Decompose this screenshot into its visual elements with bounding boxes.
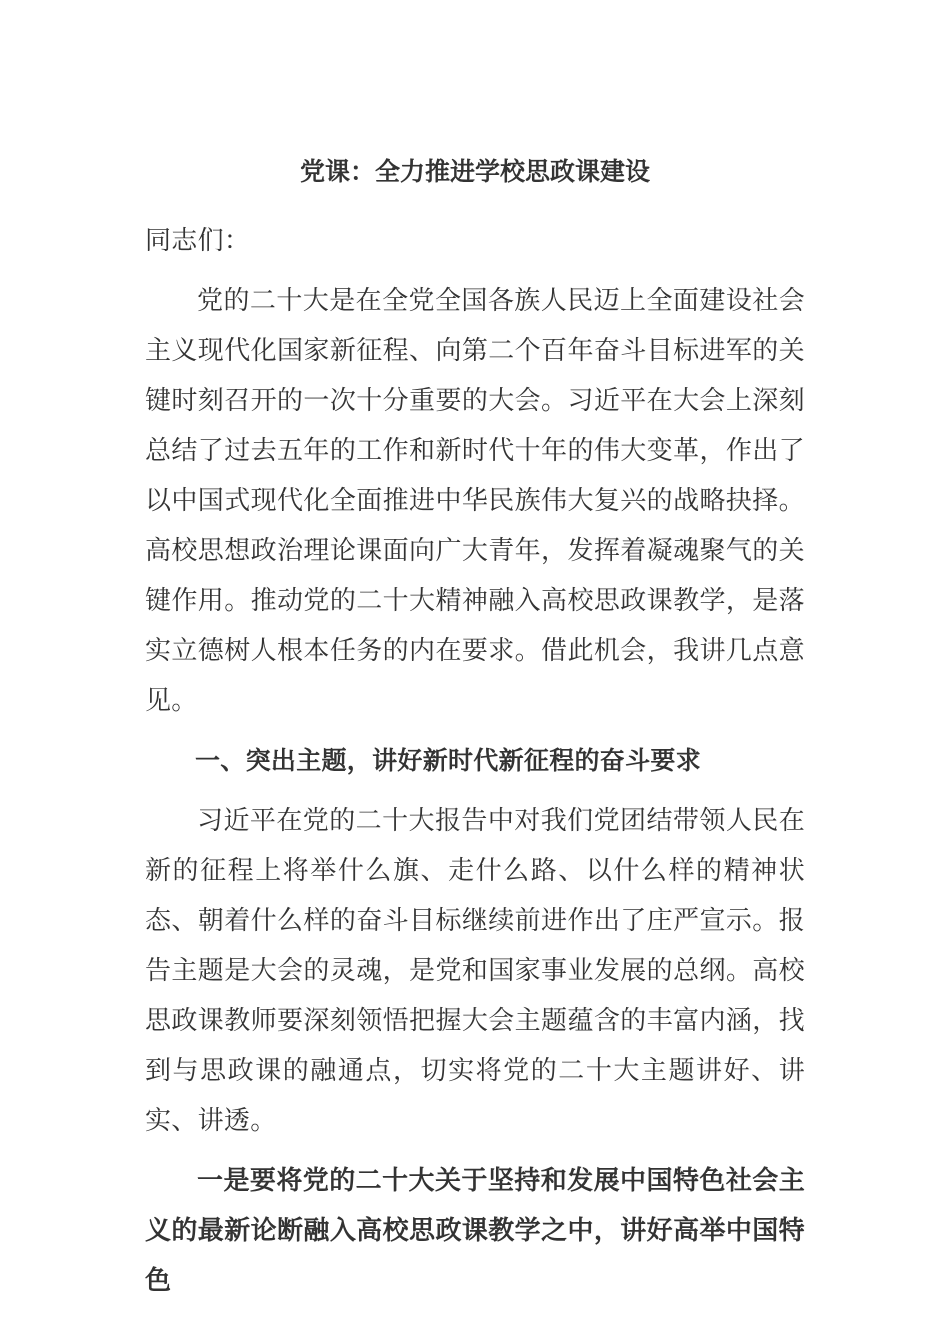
salutation: 同志们： — [145, 226, 251, 256]
section-heading-1: 一、突出主题，讲好新时代新征程的奋斗要求 — [195, 746, 702, 775]
paragraph-point-1: 一是要将党的二十大关于坚持和发展中国特色社会主义的最新论断融入高校思政课教学之中，讲好高举中国特色 — [145, 1166, 805, 1296]
paragraph-intro: 党的二十大是在全党全国各族人民迈上全面建设社会主义现代化国家新征程、向第二个百年奋斗目标进军的关键时刻召开的一次十分重要的大会。习近平在大会上深刻总结了过去五年的工作和新时代十年的伟大变革，作出了以中国式现代化全面推进中华民族伟大复兴的战略抉择。高校思想政治理论课面向广大青年，发挥着凝魂聚气的关键作用。推动党的二十大精神融入高校思政课教学，是落实立德树人根本任务的内在要求。借此机会，我讲几点意见。 — [145, 286, 805, 716]
paragraph-section-1: 习近平在党的二十大报告中对我们党团结带领人民在新的征程上将举什么旗、走什么路、以什么样的精神状态、朝着什么样的奋斗目标继续前进作出了庄严宣示。报告主题是大会的灵魂，是党和国家事业发展的总纲。高校思政课教师要深刻领悟把握大会主题蕴含的丰富内涵，找到与思政课的融通点，切实将党的二十大主题讲好、讲实、讲透。 — [145, 806, 805, 1136]
document-title: 党课：全力推进学校思政课建设 — [299, 157, 650, 186]
document-body — [145, 216, 805, 1306]
